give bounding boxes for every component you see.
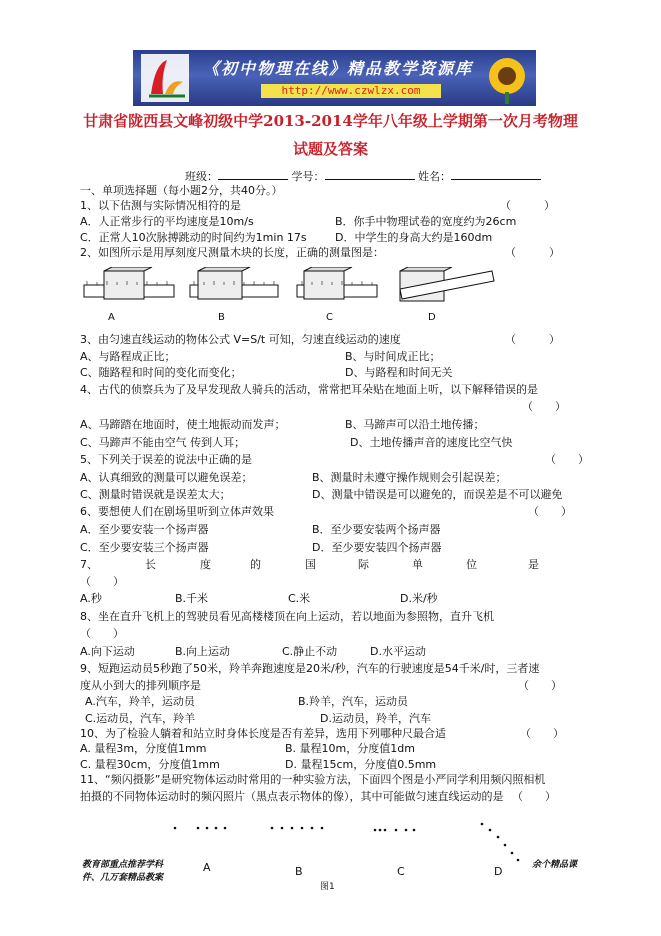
q10-paren: （ ） [520,727,564,740]
q7-char: 长 [145,558,156,571]
q3-stem: 3、由匀速直线运动的物体公式 V=S/t 可知，匀速直线运动的速度 [80,333,401,346]
q11-label-a: A [203,861,211,874]
q9-option-d: D.运动员，羚羊，汽车 [320,712,431,725]
footer-left-2: 件、几万套精品教案 [82,873,164,883]
q4-option-b: B、马蹄声可以沿土地传播； [345,418,485,431]
q1-option-a: A．人正常步行的平均速度是10m/s [80,215,254,228]
q7-char: 际 [358,558,369,571]
banner [133,50,536,106]
strobe-dots-b [271,827,324,830]
footer-right: 余个精品课 [532,860,578,870]
site-logo-icon [141,54,189,102]
q3-option-b: B、与时间成正比； [345,350,441,363]
q9-paren: （ ） [518,679,562,692]
id-field[interactable] [325,168,415,180]
q3-option-a: A、与路程成正比； [80,350,176,363]
q11-label-d: D [494,865,503,878]
q10-option-d: D. 量程15cm，分度值0.5mm [285,758,437,771]
id-label: 学号： [291,170,325,183]
q4-option-d: D、土地传播声音的速度比空气快 [350,436,513,449]
q5-option-b: B、测量时未遵守操作规则会引起误差； [312,471,507,484]
q7-num: 7、 [80,558,98,571]
strobe-dots-a [174,827,227,830]
q8-option-a: A.向下运动 [80,645,135,658]
q10-option-a: A. 量程3m，分度值1mm [80,742,207,755]
q5-stem: 5、下列关于误差的说法中正确的是 [80,453,252,466]
q8-option-c: C.静止不动 [282,645,338,658]
q2-stem: 2、如图所示是用厚刻度尺测量木块的长度，正确的测量图是： [80,246,384,259]
q7-option-c: C.米 [288,592,311,605]
q1-stem: 1、以下估测与实际情况相符的是 [80,199,241,212]
q11-stem-2: 拍摄的不同物体运动时的频闪照片（黑点表示物体的像），其中可能做匀速直线运动的是 [80,790,504,803]
doc-title-2: 试题及答案 [292,140,368,158]
banner-url[interactable]: http://www.czwlzx.com [261,84,441,98]
q7-char: 国 [305,558,316,571]
name-label: 姓名： [418,170,451,183]
q6-option-b: B．至少要安装两个扬声器 [312,523,441,536]
q1-option-b: B．你手中物理试卷的宽度约为26cm [335,215,517,228]
q10-option-b: B. 量程10m，分度值1dm [285,742,415,755]
q4-stem: 4、古代的侦察兵为了及早发现敌人骑兵的活动，常常把耳朵贴在地面上听，以下解释错误的是 [80,383,538,396]
q9-option-b: B.羚羊，汽车，运动员 [298,695,409,708]
q11-paren: （ ） [512,790,556,803]
q11-label-b: B [295,865,303,878]
banner-title: 《初中物理在线》精品教学资源库 [203,59,474,78]
info-line [185,168,541,184]
q9-option-c: C.运动员，汽车，羚羊 [85,712,196,725]
q7-char: 是 [528,558,539,571]
q7-option-a: A.秒 [80,592,102,605]
q7-char: 度 [200,558,211,571]
q2-paren: （ ） [505,246,560,259]
class-label: 班级： [185,170,218,183]
q11-label-c: C [397,865,405,878]
q5-option-c: C、测量时错误就是误差太大； [80,488,231,501]
q4-option-c: C、马蹄声不能由空气 传到人耳； [80,436,246,449]
q6-option-c: C．至少要安装三个扬声器 [80,541,209,554]
q9-option-a: A.汽车，羚羊，运动员 [85,695,195,708]
q7-char: 位 [466,558,477,571]
q3-option-d: D、与路程和时间无关 [345,366,453,379]
q4-paren: （ ） [522,400,566,413]
q8-stem: 8、坐在直升飞机上的驾驶员看见高楼楼顶在向上运动，若以地面为参照物，直升飞机 [80,610,494,623]
q2-label-c: C [326,312,333,323]
ruler-figure-d [400,267,494,301]
footer-left-1: 教育部重点推荐学科 [82,860,164,870]
q11-stem: 11、“频闪摄影”是研究物体运动时常用的一种实验方法，下面四个图是小严同学利用频闪照相机 [80,773,546,786]
q3-option-c: C、随路程和时间的变化而变化； [80,366,242,379]
q6-option-d: D．至少要安装四个扬声器 [312,541,442,554]
q5-option-a: A、认真细致的测量可以避免误差； [80,471,253,484]
strobe-figure [160,820,540,870]
ruler-figure-c [297,267,377,299]
q6-paren: （ ） [528,505,572,518]
q2-label-b: B [218,312,225,323]
q8-paren: （ ） [80,627,124,640]
q7-paren: （ ） [80,575,124,588]
class-field[interactable] [218,168,288,180]
q10-option-c: C. 量程30cm，分度值1mm [80,758,220,771]
q7-option-b: B.千米 [175,592,209,605]
q5-option-d: D、测量中错误是可以避免的，而误差是不可以避免 [312,488,563,501]
ruler-figure [82,267,522,327]
q1-option-c: C．正常人10次脉搏跳动的时间约为1min 17s [80,231,307,244]
q4-option-a: A、马蹄踏在地面时，使土地振动而发声； [80,418,286,431]
q8-option-b: B.向上运动 [175,645,231,658]
q9-stem: 9、短跑运动员5秒跑了50米，羚羊奔跑速度是20米/秒，汽车的行驶速度是54千米/时，三者速 [80,662,540,675]
section-heading: 一、单项选择题（每小题2分，共40分。） [80,184,283,197]
q7-option-d: D.米/秒 [400,592,438,605]
q1-option-d: D．中学生的身高大约是160dm [335,231,493,244]
q3-paren: （ ） [505,333,560,346]
q10-stem: 10、为了检验人躺着和站立时身体长度是否有差异，选用下列哪种尺最合适 [80,727,446,740]
q8-option-d: D.水平运动 [370,645,426,658]
q11-caption: 图1 [320,882,335,892]
q7-char: 的 [250,558,261,571]
ruler-figure-a [84,267,174,299]
doc-title: 甘肃省陇西县文峰初级中学2013-2014学年八年级上学期第一次月考物理 [83,112,578,130]
strobe-dots-d [481,823,520,862]
q2-label-a: A [108,312,115,323]
q6-option-a: A．至少要安装一个扬声器 [80,523,209,536]
q5-paren: （ ） [545,453,589,466]
q2-label-d: D [428,312,436,323]
q6-stem: 6、要想使人们在剧场里听到立体声效果 [80,505,274,518]
sunflower-icon [482,52,532,104]
strobe-dots-c [374,829,416,832]
q1-paren: （ ） [500,199,555,212]
name-field[interactable] [451,168,541,180]
q9-stem-2: 度从小到大的排列顺序是 [80,679,201,692]
q7-char: 单 [412,558,423,571]
